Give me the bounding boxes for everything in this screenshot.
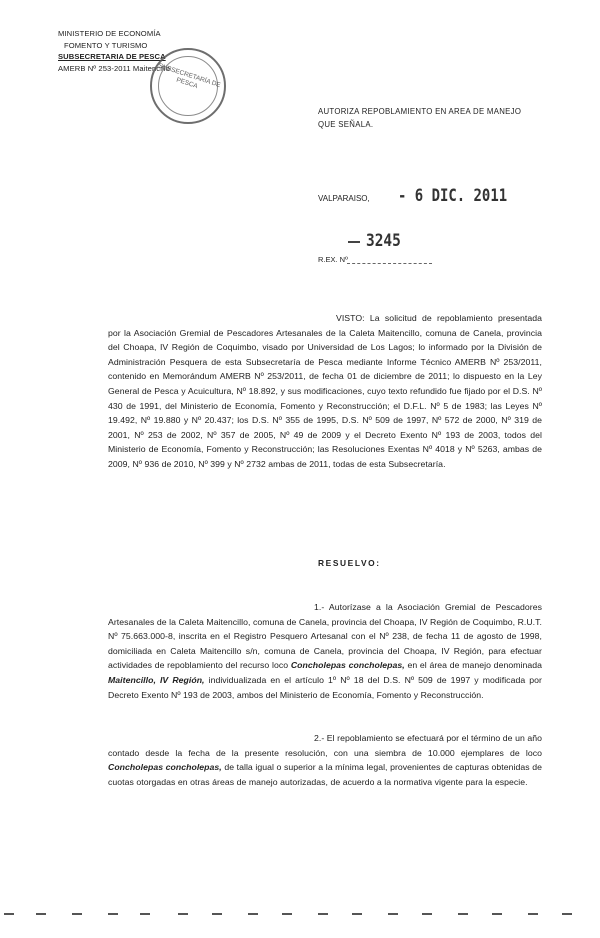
- article-2-species: Concholepas concholepas,: [108, 762, 222, 773]
- article-1-mid: en el área de manejo denominada: [404, 660, 543, 671]
- subject-line-2: QUE SEÑALA.: [318, 119, 374, 129]
- resolution-article-1: [108, 600, 542, 702]
- resolution-number: 3245: [366, 231, 401, 251]
- header-line-ministry: MINISTERIO DE ECONOMÍA: [58, 29, 161, 38]
- rex-underline: [347, 263, 432, 264]
- visto-paragraph: [108, 311, 542, 472]
- article-2-tail: de talla igual o superior a la mínima legal, provenientes de capturas obtenidas de cuotas otorgadas en otras áreas de manejo autorizadas, de acuerdo a la normativa vigente para la especie.: [108, 762, 542, 787]
- article-1-tail: individualizada en el artículo 1º Nº 18 del D.S. Nº 509 de 1997 y modificada por Decreto Exento Nº 193 de 2003, ambos del Ministerio de Economía, Fomento y Reconstrucción.: [108, 674, 542, 700]
- article-1-lead: 1.- Autorízase a la Asociación Gremial de Pescadores Artesanales de la Caleta Maitencillo, comuna de Canela, provincia del Choapa, IV Región de Coquimbo, R.U.T. Nº 75.663.000-8, inscrita en el Registro Pesquero Artesanal con el Nº 238, de fecha 11 de agosto de 1998, domiciliada en Caleta Maitencillo s/n, comuna de Canela, provincia del Choapa, IV Región, para efectuar actividades de repoblamiento del recurso loco: [108, 602, 542, 671]
- visto-text: La solicitud de repoblamiento presentada por la Asociación Gremial de Pescadores Artesanales de la Caleta Maitencillo, comuna de Canela, provincia del Choapa, IV Región de Coquimbo, visado por Universidad de Los Lagos; lo informado por la División de Administración Pesquera de esta Subsecretaría de Pesca mediante Informe Técnico AMERB Nº 253/2011, contenido en Memorándum AMERB Nº 253/2011, de fecha 01 de diciembre de 2011; lo dispuesto en la Ley General de Pesca y Acuicultura, Nº 18.892, y sus modificaciones, cuyo texto refundido fue fijado por el D.S. Nº 430 de 1991, del Ministerio de Economía, Fomento y Reconstrucción; el D.F.L. Nº 5 de 1983; las Leyes Nº 19.492, Nº 19.880 y Nº 20.437; los D.S. Nº 355 de 1995, D.S. Nº 509 de 1997, Nº 572 de 2000, Nº 319 de 2001, Nº 253 de 2002, Nº 357 de 2005, Nº 49 de 2009 y el Decreto Exento Nº 193 de 2003, todos del Ministerio de Economía, Fomento y Reconstrucción; las Resoluciones Exentas Nº 4018 y Nº 5263, ambas de 2009, Nº 936 de 2010, Nº 399 y Nº 2732 ambas de 2011, todas de esta Subsecretaría.: [108, 313, 542, 469]
- header-line-subsecretaria: SUBSECRETARIA DE PESCA: [58, 52, 166, 62]
- article-1-area: Maitencillo, IV Región,: [108, 674, 205, 685]
- number-dash: [348, 241, 360, 243]
- page-bottom-dashes: [0, 911, 600, 917]
- place-label: VALPARAISO,: [318, 194, 370, 203]
- article-1-species: Concholepas concholepas,: [290, 660, 405, 671]
- rex-label: R.EX. Nº: [318, 255, 348, 264]
- official-stamp: [150, 48, 226, 124]
- resuelvo-heading: RESUELVO:: [318, 558, 381, 568]
- header-line-amerb: AMERB Nº 253-2011 Maitencillo: [58, 63, 170, 73]
- resolution-article-2: [108, 731, 542, 789]
- date-stamp: - 6 DIC. 2011: [398, 186, 508, 206]
- visto-label: VISTO:: [336, 313, 365, 323]
- header-line-fomento: FOMENTO Y TURISMO: [64, 40, 148, 50]
- resolution-subject: [318, 106, 521, 131]
- stamp-text: SUBSECRETARÍA DE PESCA: [157, 62, 222, 91]
- article-2-lead: 2.- El repoblamiento se efectuará por el término de un año contado desde la fecha de la presente resolución, con una siembra de 10.000 ejemplares de loco: [108, 733, 542, 758]
- subject-line-1: AUTORIZA REPOBLAMIENTO EN AREA DE MANEJO: [318, 107, 522, 116]
